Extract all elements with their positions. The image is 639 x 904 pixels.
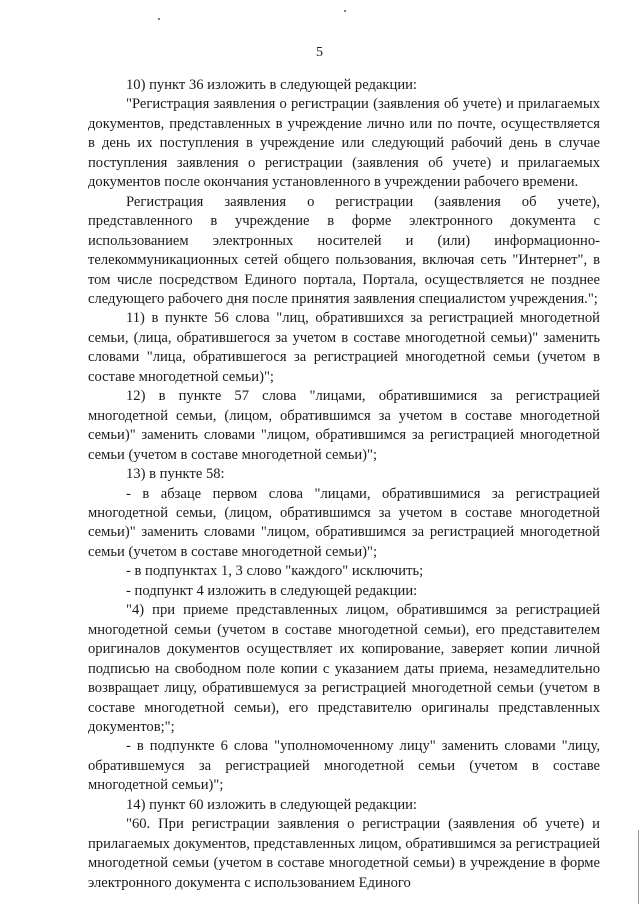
paragraph: - подпункт 4 изложить в следующей редакции:	[126, 582, 418, 599]
paragraph: "Регистрация заявления о регистрации (заявления об учете) и прилагаемых документов, представленных в учреждение лично или по почте, осуществляется в день их поступления в учреждение или следующий рабочий день в случае поступления заявления о регистрации (заявления об учете) и прилагаемых документов после окончания установленного в учреждении рабочего времени.	[88, 96, 600, 191]
scan-speck	[344, 10, 346, 12]
page-number: 5	[316, 45, 323, 60]
paragraph: 12) в пункте 57 слова "лицами, обратившимися за регистрацией многодетной семьи, (лицом, обратившимся за учетом в составе многодетной семьи)" заменить словами "лицом, обратившимся за регистрацией многодетной семьи (учетом в составе многодетной семьи)";	[88, 388, 600, 463]
paragraph: 13) в пункте 58:	[126, 466, 225, 483]
document-body	[88, 76, 600, 893]
paragraph: Регистрация заявления о регистрации (заявления об учете), представленного в учреждение в форме электронного документа с использованием электронных носителей и (или) информационно-телекоммуникационных сетей общего пользования, включая сеть "Интернет", в том числе посредством Единого портала, Портала, осуществляется не позднее следующего рабочего дня после принятия заявления специалистом учреждения.";	[88, 193, 600, 307]
paragraph: - в подпунктах 1, 3 слово "каждого" исключить;	[126, 563, 424, 580]
paragraph: 14) пункт 60 изложить в следующей редакции:	[126, 796, 417, 813]
paragraph: - в абзаце первом слова "лицами, обратившимися за регистрацией многодетной семьи, (лицом, обратившимся за учетом в составе многодетной семьи)" заменить словами "лицом, обратившимся за регистрацией многодетной семьи (учетом в составе многодетной семьи)";	[88, 485, 600, 560]
paragraph: - в подпункте 6 слова "уполномоченному лицу" заменить словами "лицу, обратившемуся за регистрацией многодетной семьи (учетом в составе многодетной семьи)";	[88, 738, 600, 794]
paragraph: "4) при приеме представленных лицом, обратившимся за регистрацией многодетной семьи (учетом в составе многодетной семьи), его представителем оригиналов документов осуществляет их копирование, заверяет копии личной подписью на свободном поле копии с указанием даты приема, незамедлительно возвращает лицу, обратившемуся за регистрацией многодетной семьи (учетом в составе многодетной семьи), его представителю оригиналы представленных документов;";	[88, 602, 600, 735]
paragraph: 11) в пункте 56 слова "лиц, обратившихся за регистрацией многодетной семьи, (лица, обратившегося за учетом в составе многодетной семьи)" заменить словами "лица, обратившегося за регистрацией многодетной семьи (учетом в составе многодетной семьи)";	[88, 310, 600, 385]
paragraph: 10) пункт 36 изложить в следующей редакции:	[126, 77, 417, 93]
paragraph: "60. При регистрации заявления о регистрации (заявления об учете) и прилагаемых документов, представленных лицом, обратившимся за регистрацией многодетной семьи (учетом в составе многодетной семьи) в учреждение в форме электронного документа с использованием Единого	[88, 816, 600, 891]
scan-speck	[158, 18, 160, 20]
